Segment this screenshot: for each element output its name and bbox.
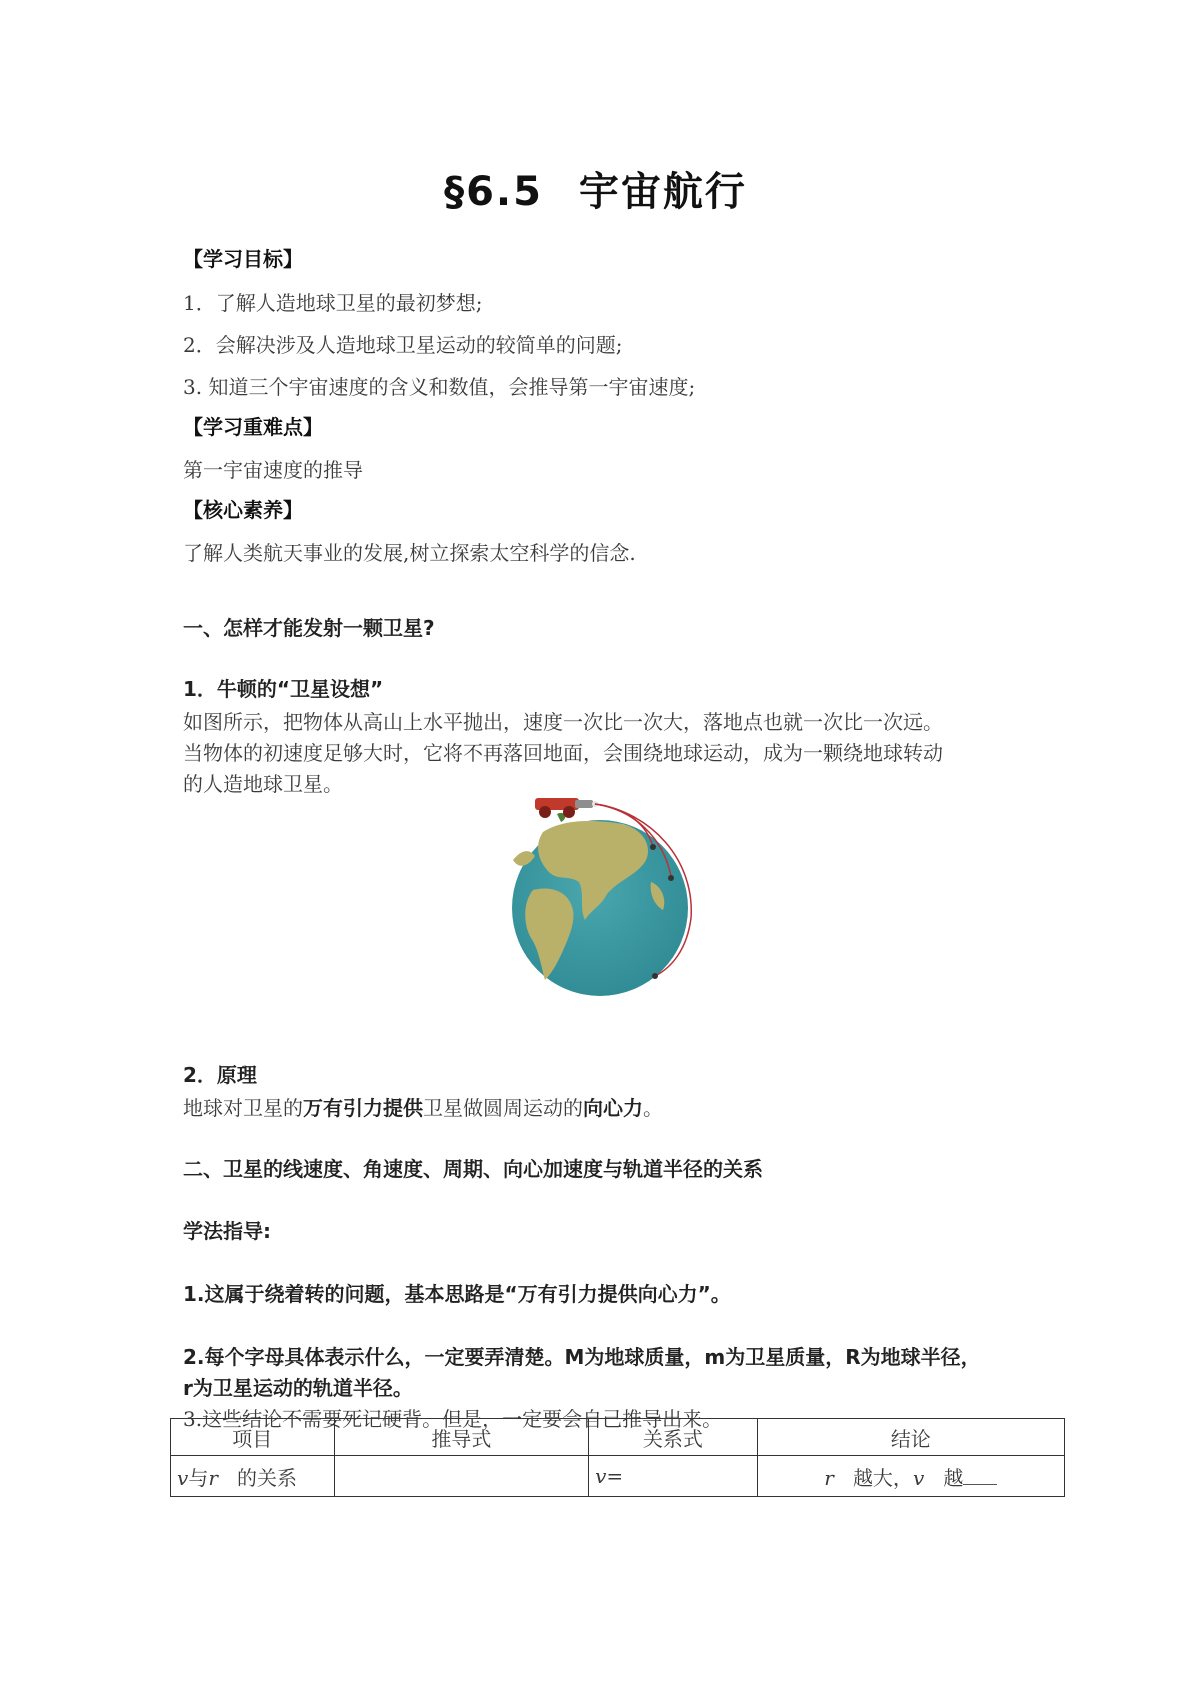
header-conclusion: 结论 [757, 1419, 1064, 1456]
symbol-r: r [824, 1465, 834, 1490]
part2-heading: 二、卫星的线速度、角速度、周期、向心加速度与轨道半径的关系 [183, 1157, 763, 1181]
landing-point [668, 875, 674, 881]
key-points-heading: 【学习重难点】 [183, 415, 323, 439]
guide-point-1: 1.这属于绕着转的问题，基本思路是“万有引力提供向心力”。 [183, 1282, 731, 1306]
goals-heading: 【学习目标】 [183, 247, 303, 271]
title-text: 宇宙航行 [578, 169, 747, 215]
principle-emphasis: 万有引力提供 [303, 1096, 423, 1120]
landing-point [650, 844, 656, 850]
newton-line: 的人造地球卫星。 [183, 772, 343, 796]
cell-text: 的关系 [236, 1465, 297, 1490]
guide-point-2-cont: r为卫星运动的轨道半径。 [183, 1376, 413, 1400]
symbol-v: v [912, 1465, 925, 1490]
part1-heading: 一、怎样才能发射一颗卫星? [183, 616, 435, 640]
literacy-heading: 【核心素养】 [183, 498, 303, 522]
cell-item [171, 1456, 335, 1497]
key-points-text: 第一宇宙速度的推导 [183, 458, 363, 482]
symbol-r: r [208, 1465, 218, 1490]
table-header-row [171, 1419, 1065, 1456]
principle-text [183, 1092, 663, 1121]
landing-point [652, 973, 658, 979]
newton-line: 当物体的初速度足够大时，它将不再落回地面，会围绕地球运动，成为一颗绕地球转动 [183, 741, 943, 765]
header-item: 项目 [171, 1419, 335, 1456]
symbol-v: v [595, 1464, 607, 1488]
cell-derivation[interactable] [334, 1456, 589, 1497]
equals-sign: = [606, 1464, 624, 1488]
answer-blank[interactable] [963, 1468, 997, 1485]
goal-item: 2．会解决涉及人造地球卫星运动的较简单的问题; [183, 333, 623, 357]
cell-text: 与 [188, 1465, 209, 1490]
newton-line: 如图所示，把物体从高山上水平抛出，速度一次比一次大，落地点也就一次比一次远。 [183, 710, 943, 734]
page-title [0, 160, 1191, 217]
principle-heading: 2．原理 [183, 1063, 257, 1087]
cell-text: 越大， [852, 1465, 913, 1490]
goal-item: 1．了解人造地球卫星的最初梦想; [183, 291, 483, 315]
newton-heading: 1．牛顿的“卫星设想” [183, 677, 384, 701]
relation-table [170, 1418, 1065, 1497]
cell-conclusion[interactable] [757, 1456, 1064, 1497]
section-number: §6.5 [444, 169, 543, 215]
guide-heading: 学法指导: [183, 1219, 271, 1243]
header-relation: 关系式 [589, 1419, 758, 1456]
literacy-text: 了解人类航天事业的发展,树立探索太空科学的信念. [183, 541, 636, 565]
symbol-v: v [177, 1465, 189, 1490]
cell-text: 越 [943, 1465, 964, 1490]
cannon-icon [535, 798, 598, 818]
principle-emphasis: 向心力 [583, 1096, 643, 1120]
principle-part: 。 [643, 1096, 663, 1120]
guide-point-2: 2.每个字母具体表示什么，一定要弄清楚。M为地球质量，m为卫星质量，R为地球半径， [183, 1345, 981, 1369]
header-derivation: 推导式 [334, 1419, 589, 1456]
goal-item: 3. 知道三个宇宙速度的含义和数值，会推导第一宇宙速度; [183, 375, 696, 399]
guide-point-3: 3.这些结论不需要死记硬背。但是，一定要会自己推导出来。 [183, 1407, 723, 1431]
table-row [171, 1456, 1065, 1497]
principle-part: 地球对卫星的 [183, 1096, 303, 1120]
earth-figure [495, 790, 705, 1000]
cell-relation[interactable] [589, 1456, 758, 1497]
principle-part: 卫星做圆周运动的 [423, 1096, 583, 1120]
